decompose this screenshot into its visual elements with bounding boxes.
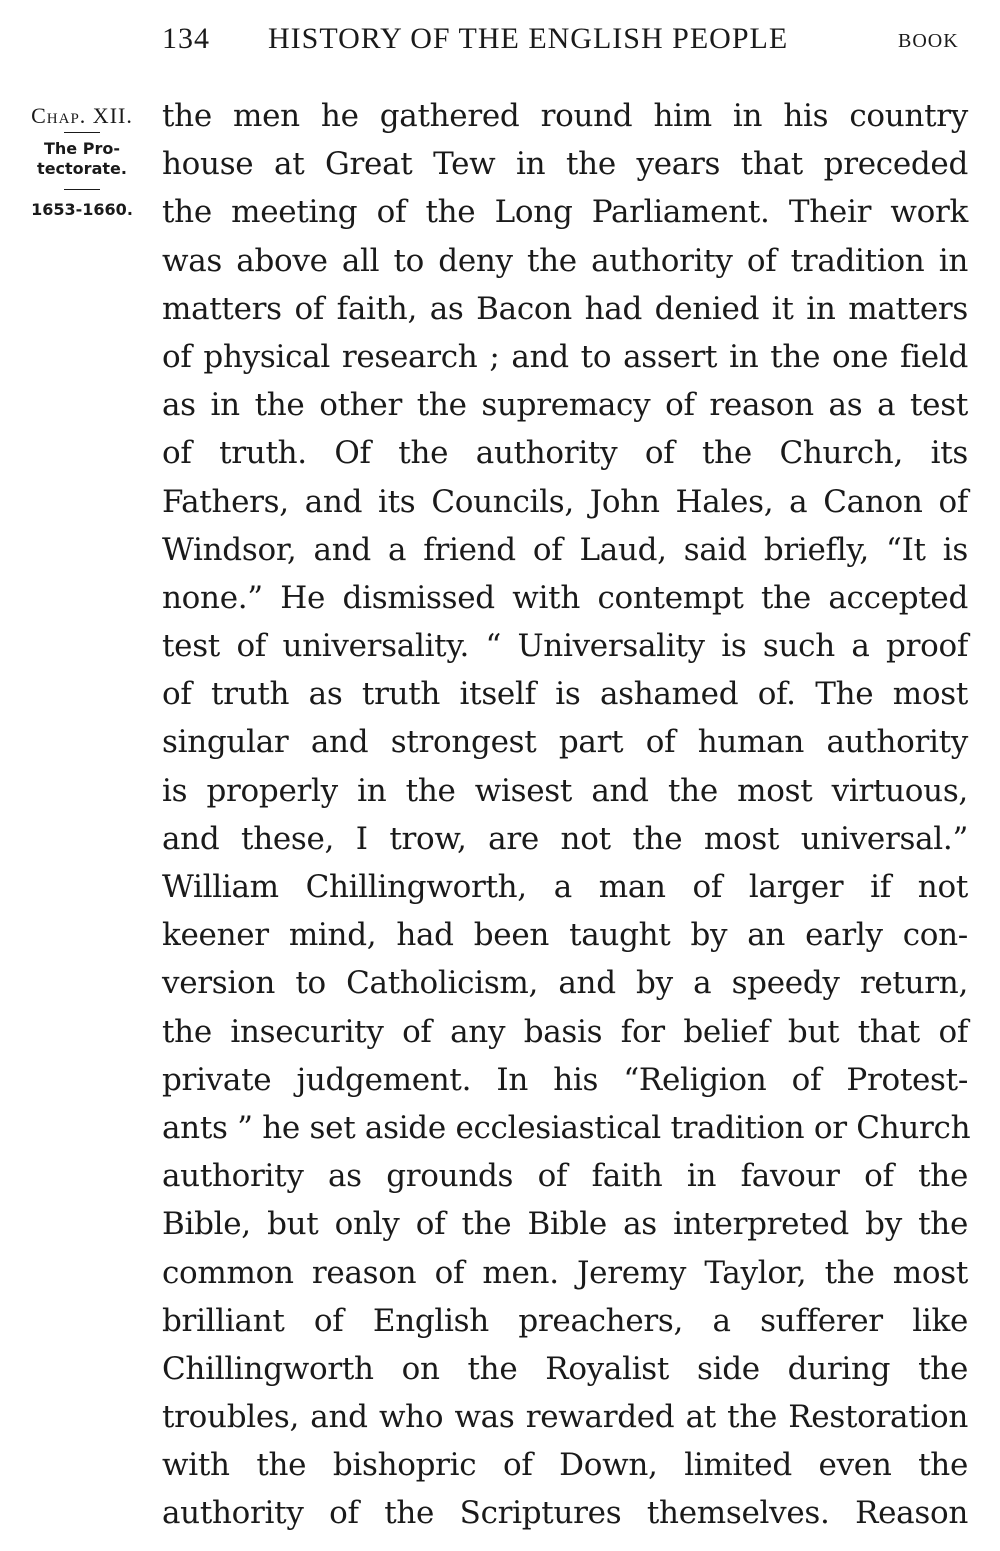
- page-number: 134: [162, 22, 210, 55]
- text-line: Chillingworth on the Royalist side during the: [162, 1350, 968, 1387]
- text-line: common reason of men. Jeremy Taylor, the most: [162, 1254, 968, 1291]
- section-title-line-1: The Pro-: [44, 139, 120, 158]
- text-line: the meeting of the Long Parliament. Their work: [162, 194, 968, 231]
- text-line: Fathers, and its Councils, John Hales, a Canon of: [162, 483, 968, 520]
- margin-rule: [64, 189, 100, 190]
- text-line: matters of faith, as Bacon had denied it in matters: [162, 290, 968, 327]
- text-line: Bible, but only of the Bible as interpreted by the: [162, 1206, 968, 1243]
- text-line: of physical research ; and to assert in the one field: [162, 338, 968, 375]
- text-line: is properly in the wisest and the most virtuous,: [162, 772, 968, 809]
- body-text: [162, 92, 971, 1538]
- text-line: version to Catholicism, and by a speedy return,: [162, 965, 968, 1002]
- text-line: was above all to deny the authority of tradition in: [162, 242, 968, 279]
- margin-notes: [18, 96, 146, 220]
- text-line: private judgement. In his “Religion of Protest-: [162, 1061, 968, 1098]
- text-line: of truth as truth itself is ashamed of. The most: [162, 676, 968, 713]
- chapter-label: Chap. XII.: [31, 103, 133, 128]
- text-line: test of universality. “ Universality is such a proof: [162, 628, 968, 665]
- text-line: as in the other the supremacy of reason as a test: [162, 387, 968, 424]
- text-line: troubles, and who was rewarded at the Restoration: [162, 1399, 968, 1436]
- text-line: Windsor, and a friend of Laud, said briefly, “It is: [162, 531, 968, 568]
- section-dates: 1653-1660.: [31, 200, 133, 219]
- section-title-line-2: tectorate.: [37, 159, 127, 178]
- text-line: house at Great Tew in the years that preceded: [162, 146, 968, 183]
- text-line: ants ” he set aside ecclesiastical tradition or Church: [162, 1109, 971, 1146]
- text-line: keener mind, had been taught by an early con-: [162, 917, 968, 954]
- text-line: William Chillingworth, a man of larger if not: [162, 869, 968, 905]
- text-line: authority of the Scriptures themselves. Reason: [162, 1495, 968, 1532]
- text-line: authority as grounds of faith in favour of the: [162, 1158, 968, 1195]
- running-header: [0, 18, 1000, 62]
- text-line: and these, I trow, are not the most universal.”: [162, 820, 968, 857]
- text-line: none.” He dismissed with contempt the accepted: [162, 579, 968, 616]
- running-title: HISTORY OF THE ENGLISH PEOPLE: [268, 22, 789, 55]
- text-line: the insecurity of any basis for belief but that of: [162, 1013, 968, 1050]
- text-line: the men he gathered round him in his country: [162, 98, 968, 134]
- text-line: singular and strongest part of human authority: [162, 724, 968, 761]
- text-line: of truth. Of the authority of the Church, its: [162, 435, 968, 472]
- text-line: brilliant of English preachers, a sufferer like: [162, 1302, 968, 1339]
- book-label: BOOK: [898, 30, 959, 52]
- text-line: with the bishopric of Down, limited even the: [162, 1447, 968, 1484]
